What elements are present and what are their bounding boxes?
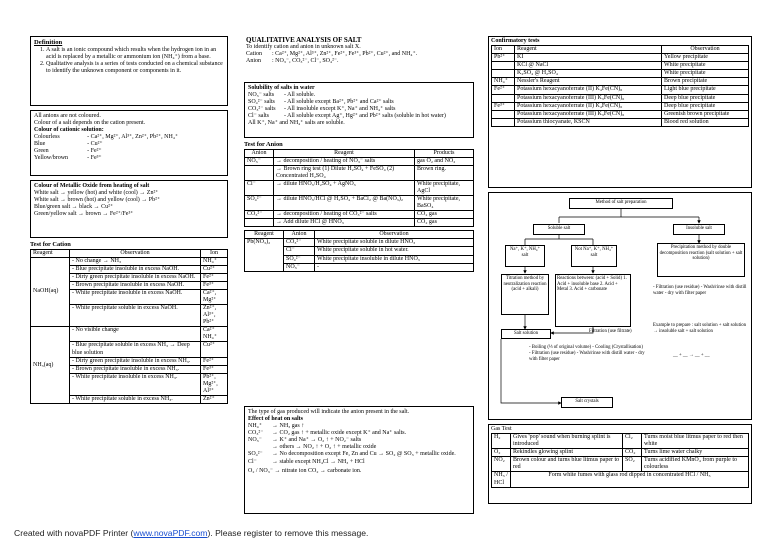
anion-cell: CO₃²⁻: [245, 211, 274, 219]
observation-cell: - Dirty green precipitate insoluble in excess NaOH.: [70, 273, 201, 281]
definition-list: [34, 47, 224, 75]
flow-titration-box: Titration method by neutralization reaction (acid + alkali): [501, 274, 549, 315]
ion-cell: Zn²⁺, Al³⁺, Pb²⁺: [201, 305, 228, 327]
observation-cell: Greenish brown precipitate: [662, 110, 749, 118]
colour-ions: - Ca²⁺, Mg²⁺, Al³⁺, Zn²⁺, Pb²⁺, NH₄⁺: [87, 134, 179, 141]
observation-cell: - No change → NH₃: [70, 257, 201, 265]
gas-cell: H₂: [492, 434, 511, 449]
salt-preparation-flowchart: [488, 192, 752, 420]
gas-cell: NH₃ / HCl: [492, 472, 511, 487]
colour-label: Colourless: [34, 134, 60, 141]
reagent-cell: → dilute HNO₃/H₂SO₄ + AgNO₃: [274, 180, 415, 195]
anion-cell: [245, 165, 274, 180]
gas-cell: NO₂: [492, 457, 511, 472]
anion-test-section: [244, 141, 474, 272]
heat-result: → stable except NH₄Cl → NH₃ + HCl: [272, 458, 365, 465]
reagent-cell: → dilute HNO₃/HCl @ H₂SO₄ + BaCl₂ @ Ba(NO₃)₂: [274, 196, 415, 211]
ion-cell: Fe³⁺: [201, 365, 228, 373]
reagent-cell: Potassium hexacyanoferrate (II) K₄Fe(CN)₆: [515, 86, 662, 94]
colour-label: Green: [34, 148, 49, 155]
flow-crystallisation-steps: - Boiling (⅓ of original volume) - Cooling (Crystallisation) - Filtration (use residue) - Wash/rinse with distill water - dry with filter paper: [529, 345, 645, 362]
gas-result: Turns acidified KMnO₄ from purple to colourless: [641, 457, 748, 472]
anion-test-title: Test for Anion: [244, 141, 283, 148]
qualitative-ion-table: [246, 51, 474, 65]
product-cell: White precipitate, AgCl: [415, 180, 474, 195]
ion-label: [248, 444, 272, 451]
colour-label: Yellow/brown: [34, 155, 69, 162]
lead-nitrate-table: [244, 230, 474, 271]
anion-cell: Cl⁻: [284, 247, 315, 255]
reagent-cell: → Brown ring test (1) Dilute H₂SO₄ + FeSO₄ (2) Concentrated H₂SO₄: [274, 165, 415, 180]
salt-rule: - All soluble except Ba²⁺, Pb²⁺ and Ca²⁺ salts: [284, 99, 394, 106]
ion-cell: Ca²⁺, Mg²⁺: [201, 289, 228, 304]
flow-soluble-box: Soluble salt: [533, 224, 585, 235]
anions-note-line: Colour of a salt depends on the cation present.: [34, 120, 146, 127]
col-header: Ion: [201, 249, 228, 257]
anion-cell: NO₃⁻: [284, 263, 315, 271]
cation-value: : Ca²⁺, Mg²⁺, Al³⁺, Zn²⁺, Fe²⁺, Fe³⁺, Pb²⁺, Cu²⁺, and NH₄⁺.: [272, 51, 418, 58]
col-header: Anion: [284, 231, 315, 239]
ion-label: SO₄²⁻: [248, 451, 263, 458]
anion-test-table: [244, 149, 474, 228]
ion-cell: Fe²⁺: [492, 86, 515, 94]
cation-test-table: [30, 249, 228, 405]
cation-label: Cation: [246, 51, 262, 58]
observation-cell: Light blue precipitate: [662, 86, 749, 94]
metallic-oxide-line: White salt → brown (hot) and yellow (cool) → Pb²⁺: [34, 197, 161, 204]
flow-reactions-box: Reactions between: (acid + Solid) 1. Acid + insoluble base 2. Acid + Metal 3. Acid + carbonate: [555, 274, 631, 327]
ion-label: CO₃²⁻: [248, 430, 264, 437]
gas-cell: O₂: [492, 449, 511, 457]
qualitative-intro: To identify cation and anion in unknown salt X.: [246, 44, 361, 51]
gas-result: Form white fumes with glass rod dipped in concentrated HCl / NH₃: [511, 472, 749, 487]
solubility-table: [248, 92, 470, 120]
salt-type: NO₃⁻ salts: [248, 92, 275, 99]
reagent-cell: Nessler's Reagent: [515, 78, 662, 86]
col-header: Ion: [492, 46, 515, 54]
heat-intro: The type of gas produced will indicate the anion present in the salt.: [248, 409, 410, 415]
product-cell: Brown ring.: [415, 165, 474, 180]
observation-cell: - White precipitate soluble in excess NaOH.: [70, 305, 201, 327]
ion-cell: Fe²⁺: [201, 357, 228, 365]
solubility-title: Solubility of salts in water: [248, 85, 315, 91]
product-cell: CO₂ gas: [415, 211, 474, 219]
ion-cell: Fe²⁺: [201, 273, 228, 281]
col-header: Reagent: [515, 46, 662, 54]
flow-na-salt-box: Na⁺, K⁺, NH₄⁺ salt: [505, 245, 545, 267]
product-cell: gas O₂ and NO₂: [415, 157, 474, 165]
col-header: Reagent: [274, 149, 415, 157]
ion-label: NO₃⁻: [248, 437, 262, 444]
colour-label: Blue: [34, 141, 46, 148]
ion-label: Cl⁻: [248, 458, 257, 465]
observation-cell: - Brown precipitate insoluble in excess NaOH.: [70, 281, 201, 289]
heat-last: O₂ / NO₃⁻ → nitrate ion CO₂ → carbonate ion.: [248, 467, 362, 474]
gas-test-box: [488, 424, 752, 504]
col-header: Products: [415, 149, 474, 157]
observation-cell: - White precipitate insoluble in excess NH₃.: [70, 373, 201, 395]
ion-cell: Pb²⁺: [492, 54, 515, 62]
flow-salt-crystals-box: Salt crystals: [561, 397, 613, 408]
naoh-label: NaOH(aq): [31, 257, 70, 327]
observation-cell: White precipitate: [662, 62, 749, 70]
observation-cell: - Blue precipitate insoluble in excess NaOH.: [70, 265, 201, 273]
anion-cell: SO₄²⁻: [284, 255, 315, 263]
anion-cell: SO₄²⁻: [245, 196, 274, 211]
ion-cell: Ca²⁺ NH₄⁺: [201, 327, 228, 342]
ion-cell: [492, 110, 515, 118]
gas-test-table: [491, 433, 749, 488]
salt-rule: - All soluble.: [284, 92, 316, 99]
reagent-cell: → Add dilute HCl @ HNO₃: [274, 219, 415, 227]
anion-value: : NO₃⁻, CO₃²⁻, Cl⁻, SO₄²⁻.: [272, 58, 339, 65]
heat-result: → K⁺ and Na⁺ → O₂ ↑ + NO₂⁻ salts: [272, 437, 362, 444]
salt-type: SO₄²⁻ salts: [248, 99, 275, 106]
heat-result: → No decomposition except Fe, Zn and Cu → SO₂ @ SO₃ + metallic oxide.: [272, 451, 456, 458]
salt-rule: - All insoluble except K⁺, Na⁺ and NH₄⁺ salts: [284, 106, 396, 113]
flow-example: Example to prepare : salt solution + salt solution → insoluble salt + salt solution: [653, 323, 747, 334]
colour-ions: - Fe²⁺: [87, 148, 102, 155]
observation-cell: -: [315, 263, 474, 271]
salt-rule: - All soluble except Ag⁺, Hg²⁺ and Pb²⁺ salts (soluble in hot water): [284, 113, 446, 120]
flow-precipitation-box: Precipitation method by double decomposition reaction (salt solution + salt solution): [657, 243, 745, 277]
anion-cell: Cl⁻: [245, 180, 274, 195]
observation-cell: White precipitate insoluble in dilute HNO₃: [315, 255, 474, 263]
observation-cell: - White precipitate insoluble in excess NaOH.: [70, 289, 201, 304]
ion-cell: Pb²⁺, Mg²⁺, Al³⁺: [201, 373, 228, 395]
observation-cell: Blood red solution: [662, 118, 749, 126]
gas-result: Brown colour and turns blue litmus paper to red: [511, 457, 623, 472]
novapdf-link[interactable]: www.novaPDF.com: [133, 528, 208, 538]
observation-cell: - White precipitate soluble in excess NH₃.: [70, 396, 201, 404]
product-cell: White precipitate, BaSO₄: [415, 196, 474, 211]
ion-cell: Cu²⁺: [201, 265, 228, 273]
ion-cell: [492, 70, 515, 78]
ion-cell: NH₄⁺: [201, 257, 228, 265]
metallic-oxide-box: [30, 180, 228, 238]
observation-cell: Brown precipitate: [662, 78, 749, 86]
colour-ions: - Fe³⁺: [87, 155, 102, 162]
metallic-oxide-line: Green/yellow salt → brown → Fe²⁺/Fe³⁺: [34, 211, 134, 218]
salt-type: CO₃²⁻ salts: [248, 106, 276, 113]
ion-cell: [492, 118, 515, 126]
ion-cell: Fe³⁺: [492, 102, 515, 110]
heat-result: → CO₂ gas ↑ + metallic oxide except K⁺ and Na⁺ salts.: [272, 430, 407, 437]
observation-cell: Deep blue precipitate: [662, 94, 749, 102]
observation-cell: Yellow precipitate: [662, 54, 749, 62]
flow-insoluble-box: Insoluble salt: [673, 224, 725, 235]
observation-cell: White precipitate soluble in dilute HNO₃: [315, 239, 474, 247]
gas-result: Gives 'pop' sound when burning splint is introduced: [511, 434, 623, 449]
solubility-footer: All K⁺, Na⁺ and NH₄⁺ salts are soluble.: [248, 120, 345, 127]
heat-title: Effect of heat on salts: [248, 416, 303, 423]
reagent-cell: Potassium hexacyanoferrate (III) K₃Fe(CN)₆: [515, 94, 662, 102]
observation-cell: - Dirty green precipitate insoluble in excess NH₃.: [70, 357, 201, 365]
ion-cell: NH₄⁺: [492, 78, 515, 86]
anion-cell: NO₃⁻: [245, 157, 274, 165]
anion-label: Anion: [246, 58, 261, 65]
cation-test-title: Test for Cation: [30, 241, 71, 248]
definition-title: Definition: [34, 39, 63, 46]
ion-cell: Cu²⁺: [201, 342, 228, 357]
col-header: Observation: [70, 249, 201, 257]
qualitative-header: [246, 36, 474, 65]
flow-method-box: Method of salt preparation: [569, 198, 673, 209]
anions-note-line: All anions are not coloured.: [34, 113, 101, 119]
metallic-oxide-line: White salt → yellow (hot) and white (cool) → Zn²⁺: [34, 190, 159, 197]
col-header: Observation: [315, 231, 474, 239]
metallic-oxide-line: Blue/green salt → black → Cu²⁺: [34, 204, 114, 211]
anion-cell: CO₃²⁻: [284, 239, 315, 247]
definition-item: 1. A salt is an ionic compound which results when the hydrogen ion in an acid is replaced by a metallic or ammonium ion (NH₄⁺) from a base.: [46, 47, 224, 61]
observation-cell: White precipitate soluble in hot water.: [315, 247, 474, 255]
gas-result: Rekindles glowing splint: [511, 449, 623, 457]
gas-result: Turns moist blue litmus paper to red then white: [641, 434, 748, 449]
gas-test-title: Gas Test: [491, 426, 512, 432]
ion-cell: [492, 62, 515, 70]
metallic-oxide-title: Colour of Metallic Oxide from heating of salt: [34, 183, 150, 189]
reagent-cell: KCl @ NaCl: [515, 62, 662, 70]
heat-result: → others → NO₂ ↑ + O₂ ↑ + metallic oxide: [272, 444, 377, 451]
ion-cell: Fe³⁺: [201, 281, 228, 289]
heat-effect-box: [244, 406, 474, 514]
footer-suffix: ). Please register to remove this message.: [207, 528, 369, 538]
footer-prefix: Created with novaPDF Printer (: [14, 528, 134, 538]
confirmatory-title: Confirmatory tests: [491, 38, 540, 44]
reagent-cell: K₂SO₄ @ H₂SO₄: [515, 70, 662, 78]
col-header: Reagent: [31, 249, 70, 257]
observation-cell: - Blue precipitate soluble in excess NH₃ → Deep blue solution: [70, 342, 201, 357]
cation-colour-subtitle: Colour of cationic solution:: [34, 127, 104, 134]
reagent-cell: Potassium hexacyanoferrate (III) K₃Fe(CN)₆: [515, 110, 662, 118]
reagent-cell: Potassium hexacyanoferrate (II) K₄Fe(CN)₆: [515, 102, 662, 110]
lead-reagent: Pb(NO₃)₂: [245, 239, 284, 271]
observation-cell: - No visible change: [70, 327, 201, 342]
cation-colour-table: [34, 134, 224, 162]
gas-cell: CO₂: [622, 449, 641, 457]
observation-cell: White precipitate: [662, 70, 749, 78]
product-cell: CO₂ gas: [415, 219, 474, 227]
ion-label: NH₄⁺: [248, 423, 262, 430]
observation-cell: Deep blue precipitate: [662, 102, 749, 110]
nh3-label: NH₃(aq): [31, 327, 70, 404]
anion-cell: [245, 219, 274, 227]
flow-salt-solution-box: Salt solution: [501, 329, 551, 339]
anions-note-box: [30, 110, 228, 176]
flow-example-blank: __ + __ → __ + __: [673, 353, 710, 358]
ion-cell: [492, 94, 515, 102]
reagent-cell: KI: [515, 54, 662, 62]
reagent-cell: Potassium thiocyanate, KSCN: [515, 118, 662, 126]
confirmatory-table: [491, 45, 749, 127]
col-header: Observation: [662, 46, 749, 54]
confirmatory-box: [488, 36, 752, 188]
gas-result: Turns lime water chalky: [641, 449, 748, 457]
salt-type: Cl⁻ salts: [248, 113, 270, 120]
qualitative-title: QUALITATIVE ANALYSIS OF SALT: [246, 36, 362, 44]
heat-table: [248, 423, 470, 465]
ion-cell: Zn²⁺: [201, 396, 228, 404]
definition-box: [30, 36, 228, 106]
cation-test-section: [30, 241, 228, 404]
col-header: Anion: [245, 149, 274, 157]
definition-item: 2. Qualitative analysis is a series of tests conducted on a chemical substance to identify the unknown component or components in it.: [46, 61, 224, 75]
solubility-box: [244, 82, 474, 138]
observation-cell: - Brown precipitate insoluble in excess NH₃.: [70, 365, 201, 373]
col-header: Reagent: [245, 231, 284, 239]
gas-cell: SO₂: [622, 457, 641, 472]
flow-filtration-label: Filtration (use filtrate): [589, 329, 632, 334]
novapdf-footer: [14, 528, 368, 538]
heat-result: → NH₃ gas ↑: [272, 423, 305, 430]
flow-precip-steps: - Filtration (use residue) - Wash/rinse with distill water - dry with filter paper: [653, 285, 747, 296]
flow-not-na-salt-box: Not Na⁺, K⁺, NH₄⁺ salt: [571, 245, 617, 267]
reagent-cell: → decomposition / heating of CO₃²⁻ salts: [274, 211, 415, 219]
reagent-cell: → decomposition / heating of NO₃⁻ salts: [274, 157, 415, 165]
gas-cell: Cl₂: [622, 434, 641, 449]
colour-ions: - Cu²⁺: [87, 141, 103, 148]
